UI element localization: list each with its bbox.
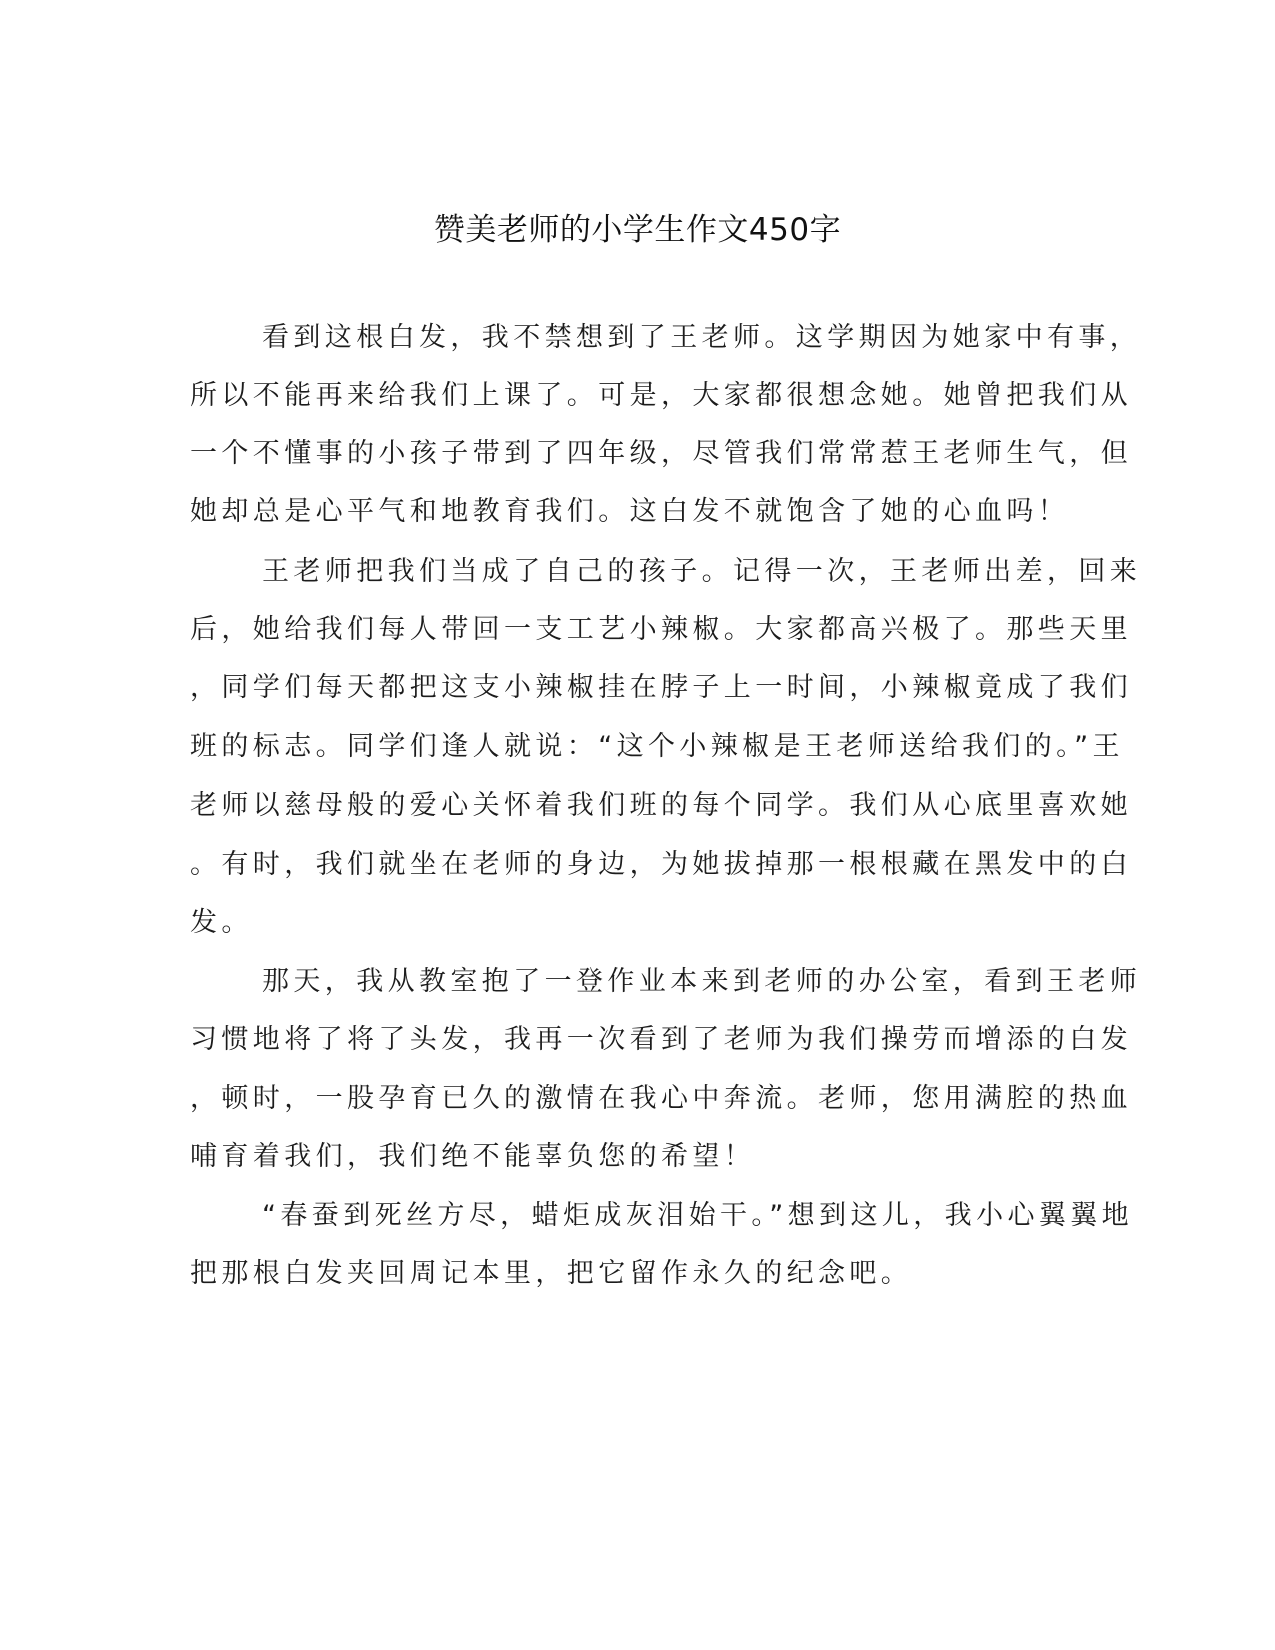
- paragraph-2-line-4: 班的标志。同学们逢人就说：“这个小辣椒是王老师送给我们的。”王: [190, 731, 1124, 762]
- paragraph-3-line-1: 那天，我从教室抱了一登作业本来到老师的办公室，看到王老师: [262, 966, 1142, 997]
- paragraph-3-line-4: 哺育着我们，我们绝不能辜负您的希望！: [190, 1141, 756, 1172]
- paragraph-3-line-3: ，顿时，一股孕育已久的激情在我心中奔流。老师，您用满腔的热血: [190, 1083, 1132, 1114]
- paragraph-1-line-2: 所以不能再来给我们上课了。可是，大家都很想念她。她曾把我们从: [190, 380, 1132, 411]
- paragraph-2-line-2: 后，她给我们每人带回一支工艺小辣椒。大家都高兴极了。那些天里: [190, 614, 1132, 645]
- paragraph-3-line-2: 习惯地将了将了头发，我再一次看到了老师为我们操劳而增添的白发: [190, 1024, 1132, 1055]
- paragraph-2-line-1: 王老师把我们当成了自己的孩子。记得一次，王老师出差，回来: [262, 556, 1142, 587]
- paragraph-4-line-2: 把那根白发夹回周记本里，把它留作永久的纪念吧。: [190, 1258, 913, 1289]
- paragraph-1-line-1: 看到这根白发，我不禁想到了王老师。这学期因为她家中有事，: [262, 322, 1142, 353]
- paragraph-2-line-7: 发。: [190, 907, 253, 938]
- document-title: 赞美老师的小学生作文450字: [433, 212, 842, 248]
- paragraph-1-line-4: 她却总是心平气和地教育我们。这白发不就饱含了她的心血吗！: [190, 496, 1070, 527]
- paragraph-2-line-6: 。有时，我们就坐在老师的身边，为她拔掉那一根根藏在黑发中的白: [190, 849, 1132, 880]
- paragraph-4-line-1: “春蚕到死丝方尽，蜡炬成灰泪始干。”想到这儿，我小心翼翼地: [262, 1200, 1134, 1231]
- paragraph-2-line-3: ，同学们每天都把这支小辣椒挂在脖子上一时间，小辣椒竟成了我们: [190, 672, 1132, 703]
- paragraph-2-line-5: 老师以慈母般的爱心关怀着我们班的每个同学。我们从心底里喜欢她: [190, 790, 1132, 821]
- paragraph-1-line-3: 一个不懂事的小孩子带到了四年级，尽管我们常常惹王老师生气，但: [190, 438, 1132, 469]
